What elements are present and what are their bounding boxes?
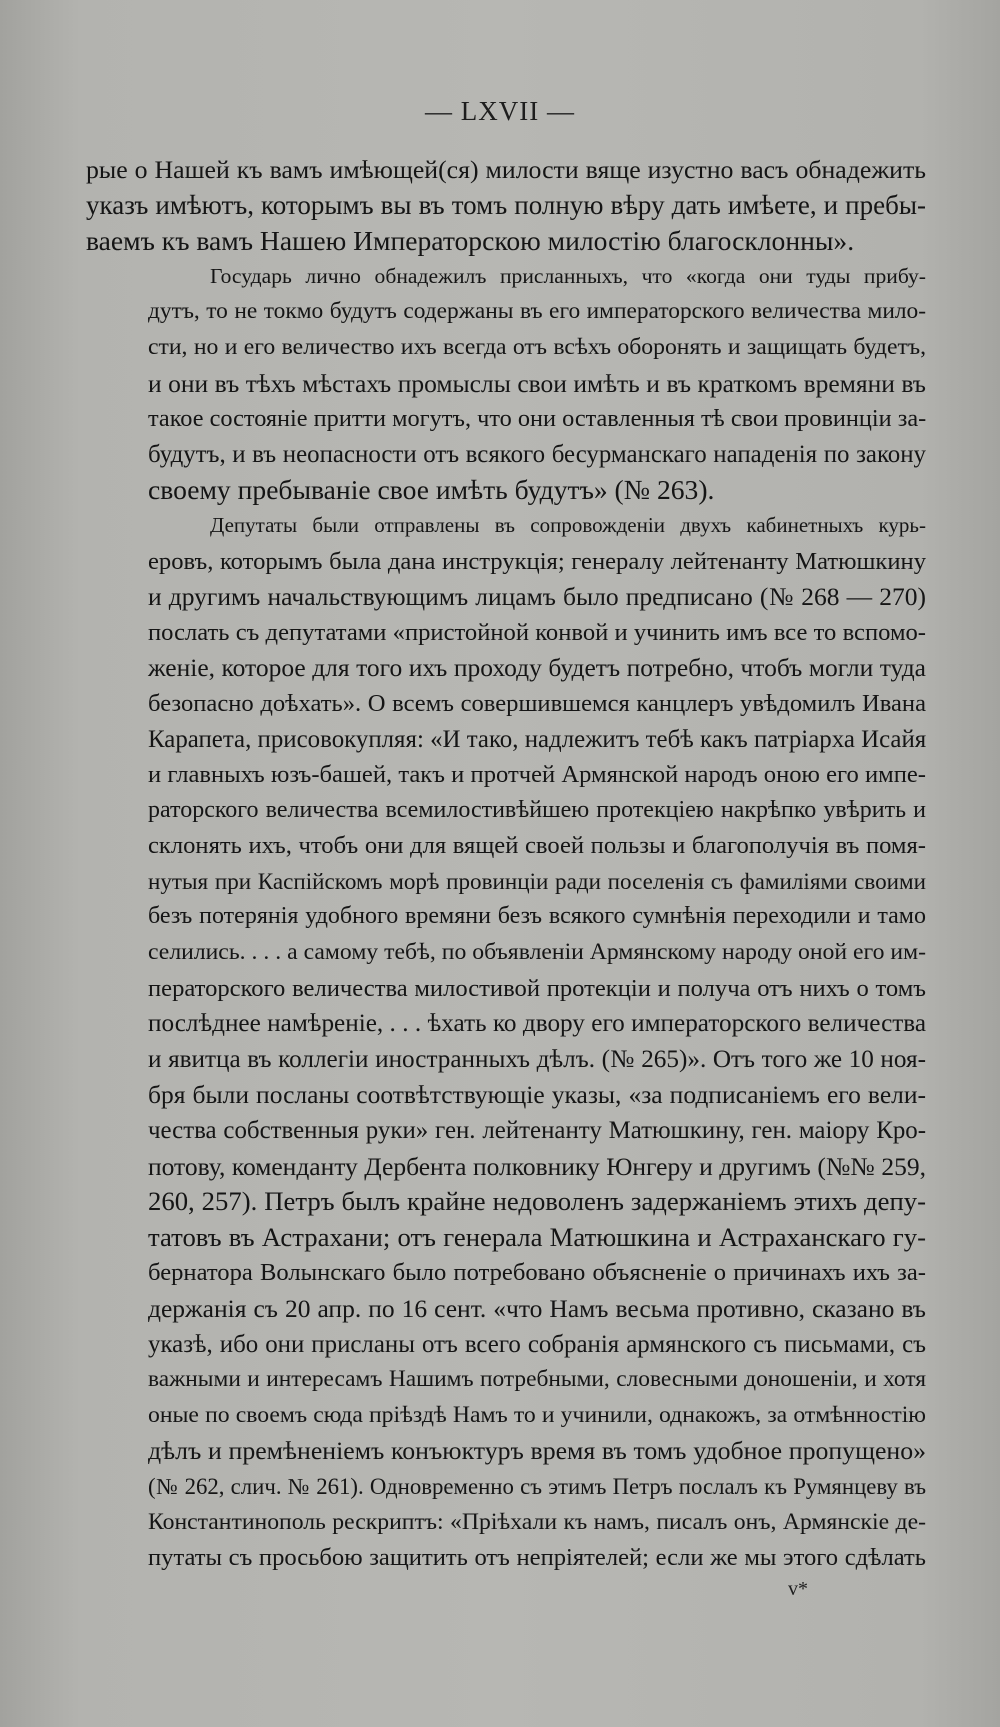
text-line: и другимъ начальствующимъ лицамъ было предписано (№ 268 — 270)	[148, 582, 926, 612]
paragraph-1	[86, 152, 926, 259]
text-line: дѣлъ и премѣненіемъ конъюктуръ время въ томъ удобное пропущено»	[148, 1436, 926, 1466]
text-line: бернатора Волынскаго было потребовано объясненіе о причинахъ ихъ за-	[148, 1259, 926, 1287]
signature-mark: v*	[788, 1578, 808, 1600]
text-line: женіе, которое для того ихъ проходу будетъ потребно, чтобъ могли туда	[148, 653, 926, 683]
text-line: рые о Нашей къ вамъ имѣющей(ся) милости вяще изустно васъ обнадежить	[86, 155, 926, 184]
text-line: и они въ тѣхъ мѣстахъ промыслы свои имѣть и въ краткомъ времяни въ	[148, 368, 926, 398]
paragraph-3	[86, 508, 926, 1576]
text-line: нутыя при Каспійскомъ морѣ провинціи ради поселенія съ фамиліями своими	[148, 867, 926, 894]
text-line: своему пребываніе свое имѣть будутъ» (№ 263).	[148, 474, 715, 506]
text-line: 260, 257). Петръ былъ крайне недоволенъ задержаніемъ этихъ депу-	[148, 1186, 926, 1217]
text-line: дутъ, то не токмо будутъ содержаны въ его императорского величества мило-	[148, 298, 926, 325]
text-line: такое состояніе притти могутъ, что они оставленныя тѣ свои провинціи за-	[148, 405, 927, 433]
text-line: будутъ, и въ неопасности отъ всякого бесурманскаго нападенія по закону	[148, 440, 926, 468]
text-line: указѣ, ибо они присланы отъ всего собранія армянского съ письмами, съ	[148, 1330, 926, 1358]
text-line: селились. . . . а самому тебѣ, по объявленіи Армянскому народу оной его им-	[148, 939, 926, 966]
text-line: ператорского величества милостивой протекціи и получа отъ нихъ о томъ	[148, 974, 926, 1002]
text-line: и явитца въ коллегіи иностранныхъ дѣлъ. (№ 265)». Отъ того же 10 ноя-	[148, 1045, 926, 1073]
text-line: указъ имѣютъ, которымъ вы въ томъ полную вѣру дать имѣете, и пребы-	[86, 189, 926, 220]
text-line: важными и интересамъ Нашимъ потребными, словесными доношеніи, и хотя	[148, 1366, 926, 1393]
paragraph-2	[86, 259, 926, 508]
text-line: чества собственныя руки» ген. лейтенанту Матюшкину, ген. маіору Кро-	[148, 1117, 926, 1145]
text-line: сти, но и его величество ихъ всегда отъ всѣхъ оборонять и защищать будетъ,	[148, 333, 926, 360]
text-line: ваемъ къ вамъ Нашею Императорскою милостію благосклонны».	[86, 225, 855, 257]
text-line: потову, коменданту Дербента полковнику Юнгеру и другимъ (№№ 259,	[148, 1151, 926, 1181]
text-line: Депутаты были отправлены въ сопровожденіи двухъ кабинетныхъ курь-	[210, 512, 926, 537]
text-line: бря были посланы соотвѣтствующіе указы, «за подписаніемъ его вели-	[148, 1080, 926, 1110]
text-line: Константинополь рескриптъ: «Пріѣхали къ намъ, писалъ онъ, Армянскіе де-	[148, 1508, 926, 1535]
body-text	[86, 152, 926, 1576]
text-line: безопасно доѣхать». О всемъ совершившемся канцлеръ увѣдомилъ Ивана	[148, 689, 926, 717]
text-line: Карапета, присовокупляя: «И тако, надлежитъ тебѣ какъ патріарха Исайя	[148, 725, 927, 753]
text-line: раторского величества всемилостивѣйшею протекціею накрѣпко увѣрить и	[148, 796, 926, 823]
text-line: путаты съ просьбою защитить отъ непріятелей; если же мы этого сдѣлать	[148, 1544, 926, 1572]
text-line: оные по своемъ сюда пріѣздѣ Намъ то и учинили, однакожъ, за отмѣнностію	[148, 1401, 926, 1428]
text-line: послѣднее намѣреніе, . . . ѣхать ко двору его императорского величества	[148, 1010, 926, 1038]
text-line: склонять ихъ, чтобъ они для вящей своей пользы и благополучія въ помя-	[148, 832, 926, 860]
text-line: Государь лично обнадежилъ присланныхъ, что «когда они туды прибу-	[210, 263, 926, 288]
text-line: еровъ, которымъ была дана инструкція; генералу лейтенанту Матюшкину	[148, 547, 926, 575]
text-line: послать съ депутатами «пристойной конвой и учинить имъ все то вспомо-	[148, 618, 926, 646]
text-line: держанія съ 20 апр. по 16 сент. «что Намъ весьма противно, сказано въ	[148, 1294, 926, 1323]
text-line: (№ 262, слич. № 261). Одновременно съ этимъ Петръ послалъ къ Румянцеву въ	[148, 1473, 926, 1499]
page-header: — LXVII —	[425, 96, 575, 126]
text-line: и главныхъ юзъ-башей, такъ и протчей Армянской народъ оною его импе-	[148, 761, 926, 789]
text-line: безъ потерянія удобного времяни безъ всякого сумнѣнія переходили и тамо	[148, 903, 926, 930]
text-line: татовъ въ Астрахани; отъ генерала Матюшкина и Астраханскаго гу-	[148, 1221, 926, 1252]
